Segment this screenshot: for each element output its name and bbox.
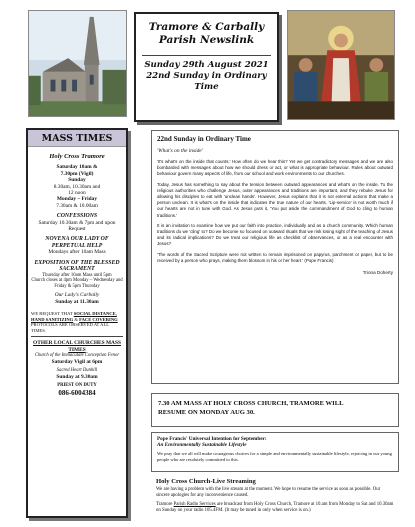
- notice-line-2: RESUME ON MONDAY AUG 30.: [158, 409, 255, 416]
- sunday-times-2: 12 noon: [68, 190, 86, 197]
- priest-phone: 086-6004384: [58, 388, 96, 397]
- radio-text-end: are broadcast from Holy Cross Church, Tramore at 10.am from Monday to Sat and 10.30am on Sunday on your radio 105.4FM. (It may be tuned in only when service is on.): [156, 501, 394, 513]
- radio-text-start: Tramore: [156, 501, 174, 507]
- mass-times-panel: [26, 128, 128, 518]
- pope-intention-box: [151, 432, 399, 472]
- protocol-notice-and: &: [73, 316, 80, 322]
- title-line-1: Tramore & Carbally: [148, 21, 265, 33]
- novena-label: NOVENA OUR LADY OF PERPETUAL HELP: [45, 236, 109, 249]
- dunhill-times: Sunday at 9.30am: [56, 373, 98, 380]
- church-closing-times: Church closes at 4pm Monday – Wednesday and Friday & 5pm Thursday: [31, 278, 123, 289]
- article-quote: 'The words of the Sacred Scripture were not written to remain imprisoned on papyrus, parchment or paper, but to be received by a person who prays, making them blossom in his or her heart.' (Pope Francis): [157, 251, 393, 263]
- mass-resume-notice: [151, 393, 399, 427]
- article-subheading: 'What's on the inside': [157, 148, 203, 154]
- article-heading: 22nd Sunday in Ordinary Time: [157, 135, 251, 143]
- novena-times: Mondays after 10am Mass: [48, 249, 106, 256]
- confessions-times: Saturday 10.30am & 7pm and upon Request: [38, 219, 116, 233]
- saturday-times-2: 7.30pm (Vigil): [60, 170, 94, 177]
- article-paragraph-2: Today, Jesus has something to say about the tension between outward appearances and what's on the inside. To the religious authorities who challenge Jesus, outer appearances and traditions are important, and they rebuke Jesus for allowing his disciples to eat with 'unclean hands'. However, Jesus explains that it is not external actions that make a person unclean. It is what's on the inside that indicates the true nature of our hearts. 'Lip-service' is not worth much if our hearts are not in tune with God. As Jesus puts it, 'You put aside the commandment of God to cling to human traditions.': [157, 181, 393, 218]
- saturday-times: Saturday 10am &: [56, 164, 98, 171]
- live-streaming-text: We are having a problem with the live stream at the moment. We hope to resume the service as soon as possible. Our sincere apologies for any inconvenience caused.: [156, 487, 381, 498]
- live-streaming-heading: Holy Cross Church-Live Streaming: [156, 478, 256, 485]
- carbally-times: Sunday at 11.30am: [55, 298, 99, 305]
- title-line-2: Parish Newslink: [158, 34, 255, 46]
- other-churches-label: OTHER LOCAL CHURCHES MASS TIMES: [33, 340, 121, 353]
- notice-line-1: 7.30 AM MASS AT HOLY CROSS CHURCH, TRAMORE WILL: [158, 400, 344, 407]
- weekday-times: 7.30am & 10.00am: [56, 202, 98, 209]
- church-photo: [28, 10, 127, 117]
- weekday-label: Monday – Friday: [56, 196, 98, 203]
- mass-times-heading: MASS TIMES: [28, 130, 126, 147]
- radio-services-text: [156, 502, 394, 514]
- fenor-times: Saturday Vigil at 6pm: [51, 358, 103, 365]
- sunday-times: 8.30am, 10.30am and: [53, 183, 101, 190]
- carbally-label: Our Lady's Carbally: [54, 292, 100, 299]
- confessions-label: CONFESSIONS: [56, 213, 98, 220]
- protocol-notice: [31, 311, 123, 333]
- live-streaming-section: [151, 476, 399, 524]
- religious-painting: [287, 10, 395, 120]
- article-author: Triona Doherty: [362, 270, 393, 276]
- priest-on-duty-label: PRIEST ON DUTY: [57, 383, 97, 389]
- mass-divider: [31, 336, 123, 337]
- radio-services-link[interactable]: Parish Radio Services: [173, 501, 216, 507]
- exposition-label: EXPOSITION OF THE BLESSED SACRAMENT: [34, 259, 120, 273]
- protocol-notice-text: WE REQUEST THAT: [31, 311, 74, 317]
- exposition-times: Thursday after 10am Mass until 5pm: [42, 272, 112, 278]
- fenor-church: Church of the Immaculate Conception Fenor: [34, 353, 120, 359]
- reflection-article: [151, 130, 399, 384]
- newsletter-title-box: [134, 12, 279, 122]
- date-line-3: Time: [194, 82, 219, 92]
- date-line-1: Sunday 29th August 2021: [144, 60, 269, 70]
- title-divider: [142, 55, 271, 56]
- article-paragraph-3: It is an invitation to examine how we put our faith into practice, individually and as a church community. Which human traditions do we 'cling' to? Do we become so focused on outward rituals that we risk losing sight of the teaching of Jesus and its radical implications? Do we treat our religious life as checklist of observances, or as a real encounter with Jesus?: [157, 222, 393, 247]
- pope-intention-title: An Environmentally Sustainable Lifestyle: [157, 442, 247, 449]
- protocol-notice-distancing: SOCIAL DISTANCE, HAND SANITIZING: [31, 311, 117, 322]
- article-paragraph-1: 'It's what's on the inside that counts.' How often do we hear this? Yet we get contradictory messages and we are also bombarded with messages about how we should dress or act, or what is appropriate behaviour. Rules about outward behaviour govern many aspects of life, from our school and work environments to our churches.: [157, 159, 393, 177]
- dunhill-church: Sacred Heart Dunhill: [56, 368, 98, 374]
- pope-intention-text: We pray that we all will make courageous choices for a simple and environmentally sustainable lifestyle, rejoicing in our young people who are resolutely committed to this.: [157, 451, 392, 463]
- pope-intention-heading: Pope Francis' Universal Intention for September:: [157, 436, 267, 442]
- protocol-notice-end: PROTOCOLS ARE OBSERVED AT ALL TIMES.: [31, 322, 109, 333]
- protocol-notice-face-covering: FACE COVERING: [79, 316, 118, 322]
- sunday-label: Sunday: [68, 177, 86, 184]
- church-name: Holy Cross Tramore: [49, 153, 105, 160]
- date-line-2: 22nd Sunday in Ordinary: [146, 71, 267, 81]
